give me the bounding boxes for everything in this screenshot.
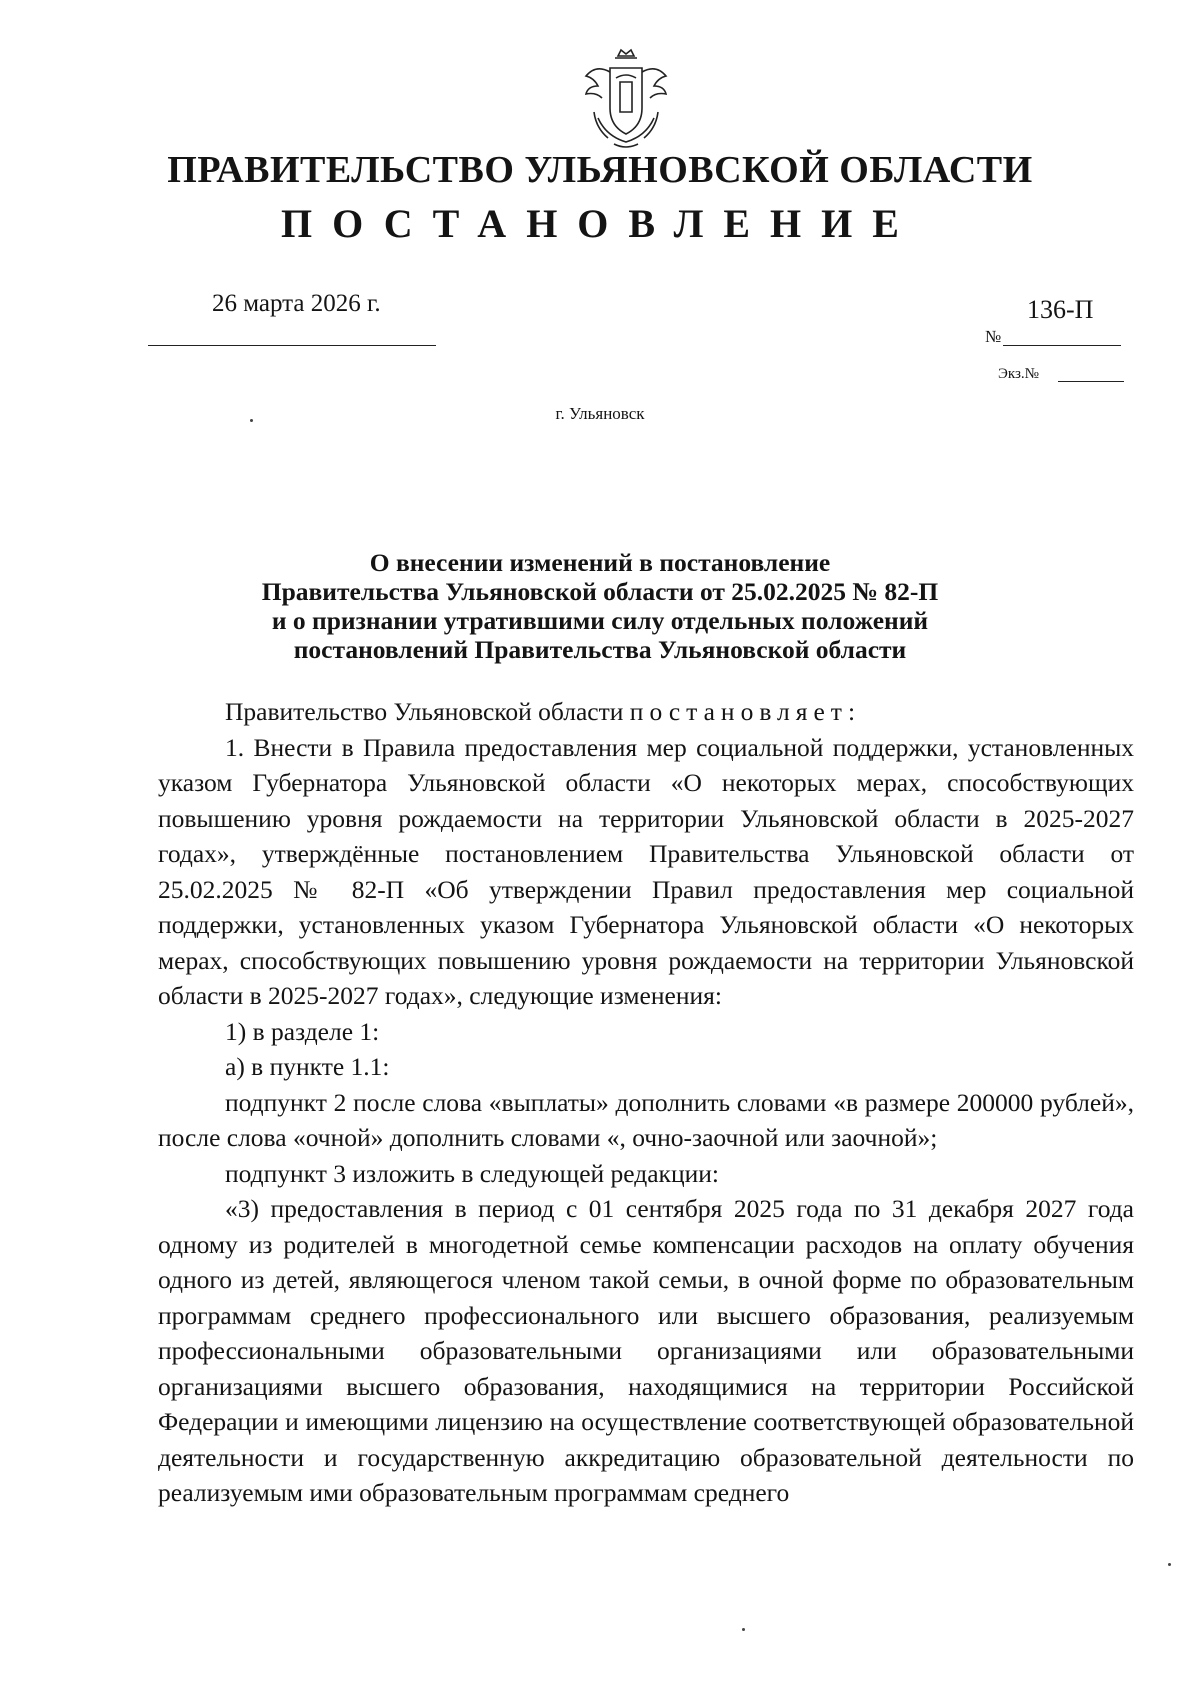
subject-line: О внесении изменений в постановление	[369, 548, 831, 577]
body-paragraph: 1) в разделе 1:	[225, 1016, 380, 1046]
preamble-verb: постановляет	[629, 697, 848, 726]
body-paragraph: подпункт 2 после слова «выплаты» дополнить словами «в размере 200000 рублей», после слова «очной» дополнить словами «, очно-заочной или заочной»;	[158, 1087, 1134, 1152]
subject-line: и о признании утратившими силу отдельных положений	[271, 606, 929, 635]
document-body	[158, 694, 1134, 1511]
subject-line: постановлений Правительства Ульяновской области	[293, 635, 907, 664]
document-date: 26 марта 2026 г.	[212, 290, 381, 317]
city-label: г. Ульяновск	[555, 404, 645, 423]
preamble-paragraph	[158, 694, 1134, 730]
copy-number-label: Экз.№	[998, 366, 1039, 382]
preamble-start: Правительство Ульяновской области	[225, 697, 630, 726]
body-paragraph: 1. Внести в Правила предоставления мер социальной поддержки, установленных указом Губернатора Ульяновской области «О некоторых мерах, способствующих повышению уровня рождаемости на территории Ульяновской области в 2025-2027 годах», утверждённые постановлением Правительства Ульяновской области от 25.02.2025 № 82-П «Об утверждении Правил предоставления мер социальной поддержки, установленных указом Губернатора Ульяновской области «О некоторых мерах, способствующих повышению уровня рождаемости на территории Ульяновской области в 2025-2027 годах», следующие изменения:	[158, 732, 1134, 1010]
copy-number-underline	[1058, 381, 1124, 382]
number-underline	[1003, 345, 1121, 346]
number-sign-label: №	[985, 327, 1002, 346]
coat-of-arms-emblem	[580, 48, 672, 152]
body-paragraph: а) в пункте 1.1:	[225, 1052, 390, 1081]
scan-speck	[1168, 1563, 1171, 1566]
preamble-end: :	[847, 697, 856, 726]
date-underline	[148, 345, 436, 346]
body-paragraph: «3) предоставления в период с 01 сентября 2025 года по 31 декабря 2027 года одному из родителей в многодетной семье компенсации расходов на оплату обучения одного из детей, являющегося членом такой семьи, в очной форме по образовательным программам среднего профессионального или высшего образования, реализуемым профессиональными образовательными организациями или образовательными организациями высшего образования, находящимися на территории Российской Федерации и имеющими лицензию на осуществление соответствующей образовательной деятельности и государственную аккредитацию образовательной деятельности по реализуемым ими образовательным программам среднего	[158, 1194, 1134, 1507]
document-number: 136-П	[1027, 295, 1094, 324]
subject-line: Правительства Ульяновской области от 25.02.2025 № 82-П	[261, 577, 939, 606]
document-type-heading: ПОСТАНОВЛЕНИЕ	[281, 201, 919, 246]
organization-title: ПРАВИТЕЛЬСТВО УЛЬЯНОВСКОЙ ОБЛАСТИ	[167, 149, 1033, 191]
scan-speck	[742, 1628, 745, 1631]
body-paragraph: подпункт 3 изложить в следующей редакции:	[225, 1158, 719, 1188]
document-subject	[175, 548, 1025, 664]
